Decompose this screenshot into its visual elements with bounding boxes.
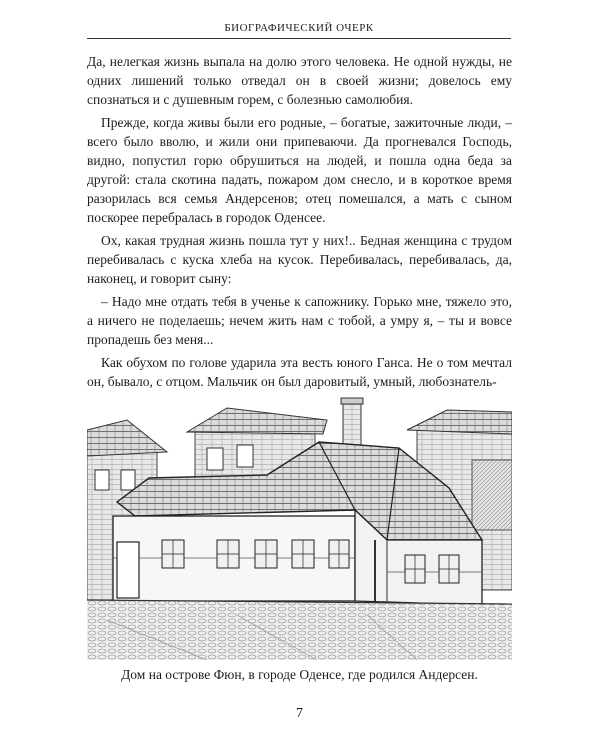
paragraph-4: – Надо мне отдать тебя в ученье к сапожнику. Горько мне, тяжело это, а ничего не поделаешь; нечем жить нам с тобой, а умру я, – ты и вовсе пропадешь без меня... xyxy=(87,294,512,347)
paragraph-2: Прежде, когда живы были его родные, – богатые, зажиточные люди, – всего было вволю, и жили они припеваючи. Да прогневался Господь, видно, попустил горю обрушиться на людей, и пошла одна беда за другой: стала скотина падать, пожаром дом снесло, и в короткое время разорилась вся семья Андерсенов; отец помешался, а мать с сыном поскорее перебралась в городок Оденсее. xyxy=(87,115,512,225)
house-illustration xyxy=(87,390,512,660)
paragraph-3: Ох, какая трудная жизнь пошла тут у них!.. Бедная женщина с трудом перебивалась с куска хлеба на кусок. Перебивалась, перебивалась, да, наконец, и говорит сыну: xyxy=(87,233,512,286)
paragraph-1: Да, нелегкая жизнь выпала на долю этого человека. Не одной нужды, не одних лишений только отведал он в своей жизни; довелось ему спознаться и с душевным горем, с болезнью самолюбия. xyxy=(87,54,512,107)
page-number: 7 xyxy=(296,706,303,721)
header-rule xyxy=(87,38,511,39)
figure-caption: Дом на острове Фюн, в городе Оденсе, где родился Андерсен. xyxy=(121,667,478,682)
running-header: БИОГРАФИЧЕСКИЙ ОЧЕРК xyxy=(224,22,374,34)
paragraph-5: Как обухом по голове ударила эта весть юного Ганса. Не о том мечтал он, бывало, с отцом. Мальчик он был даровитый, умный, любознатель- xyxy=(87,355,512,389)
body-text xyxy=(87,52,512,395)
